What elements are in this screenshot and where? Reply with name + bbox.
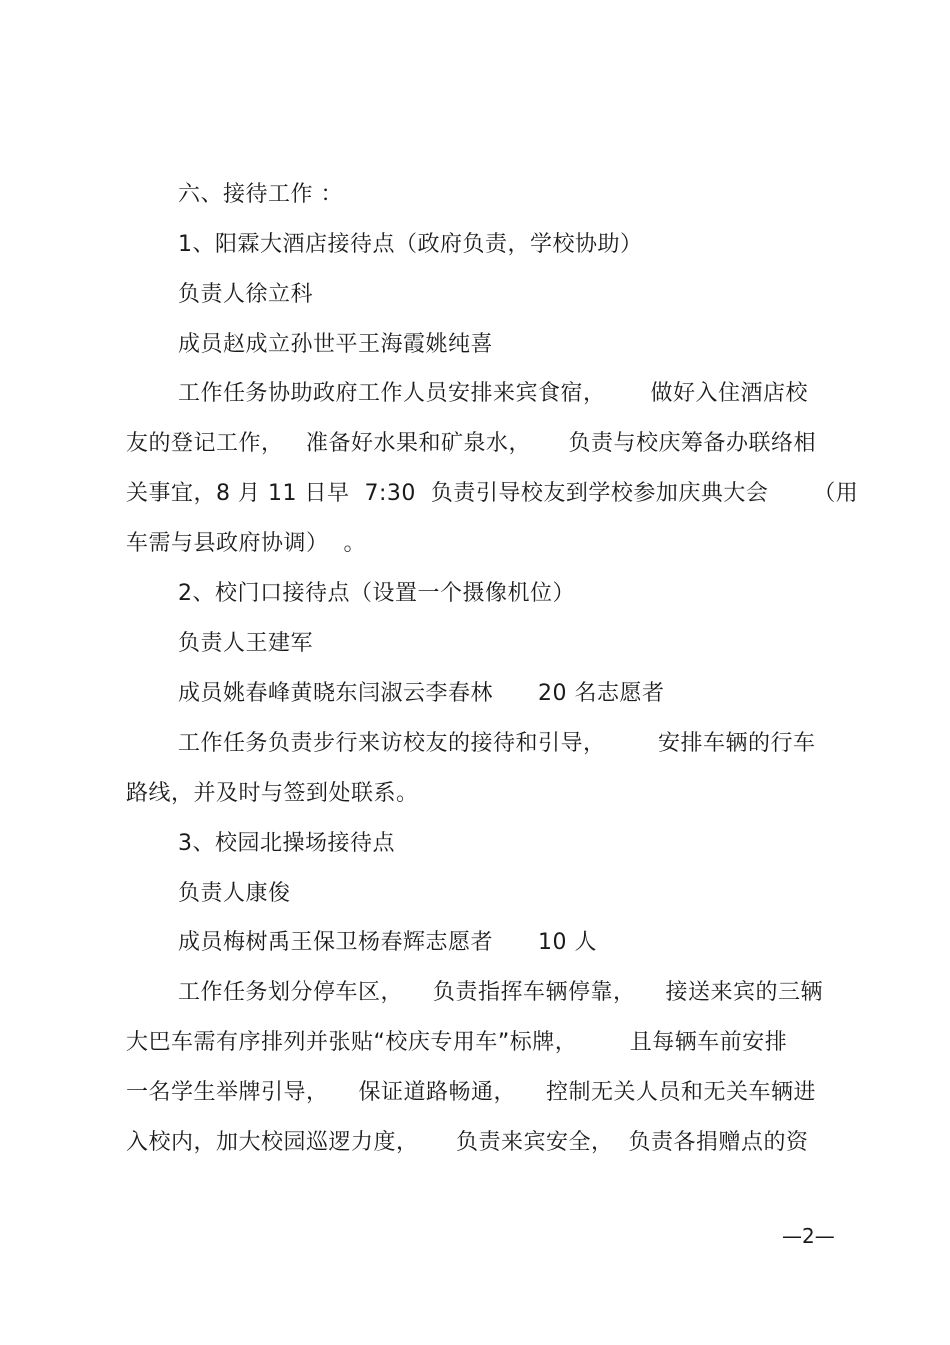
subsection-1-task-line-4: 车需与县政府协调） 。 <box>126 531 366 556</box>
subsection-1-task-line-2: 友的登记工作， 准备好水果和矿泉水， 负责与校庆筹备办联络相 <box>126 431 816 456</box>
subsection-2-title: 2、校门口接待点（设置一个摄像机位） <box>178 581 575 606</box>
subsection-1-task-line-3: 关事宜，8 月 11 日早 7:30 负责引导校友到学校参加庆典大会 （用 <box>126 481 859 506</box>
subsection-3-title: 3、校园北操场接待点 <box>178 831 395 856</box>
subsection-3-leader: 负责人康俊 <box>178 881 291 906</box>
subsection-2-leader: 负责人王建军 <box>178 631 314 656</box>
subsection-3-task-line-4: 入校内，加大校园巡逻力度， 负责来宾安全， 负责各捐赠点的资 <box>126 1130 809 1155</box>
subsection-2-members: 成员姚春峰黄晓东闫淑云李春林 20 名志愿者 <box>178 681 665 706</box>
subsection-1-task-line-1: 工作任务协助政府工作人员安排来宾食宿， 做好入住酒店校 <box>178 381 808 406</box>
subsection-3-task-line-2: 大巴车需有序排列并张贴“校庆专用车”标牌， 且每辆车前安排 <box>126 1030 788 1055</box>
subsection-3-task-line-1: 工作任务划分停车区， 负责指挥车辆停靠， 接送来宾的三辆 <box>178 980 823 1005</box>
subsection-1-leader: 负责人徐立科 <box>178 282 314 307</box>
subsection-2-task-line-1: 工作任务负责步行来访校友的接待和引导， 安排车辆的行车 <box>178 731 816 756</box>
subsection-3-task-line-3: 一名学生举牌引导， 保证道路畅通， 控制无关人员和无关车辆进 <box>126 1080 816 1105</box>
page-number: —2— <box>782 1224 835 1248</box>
subsection-1-title: 1、阳霖大酒店接待点（政府负责，学校协助） <box>178 232 643 257</box>
section-heading-reception: 六、接待工作 ： <box>178 182 343 207</box>
subsection-2-task-line-2: 路线，并及时与签到处联系。 <box>126 781 419 806</box>
subsection-3-members: 成员梅树禹王保卫杨春辉志愿者 10 人 <box>178 930 597 955</box>
subsection-1-members: 成员赵成立孙世平王海霞姚纯喜 <box>178 332 494 357</box>
